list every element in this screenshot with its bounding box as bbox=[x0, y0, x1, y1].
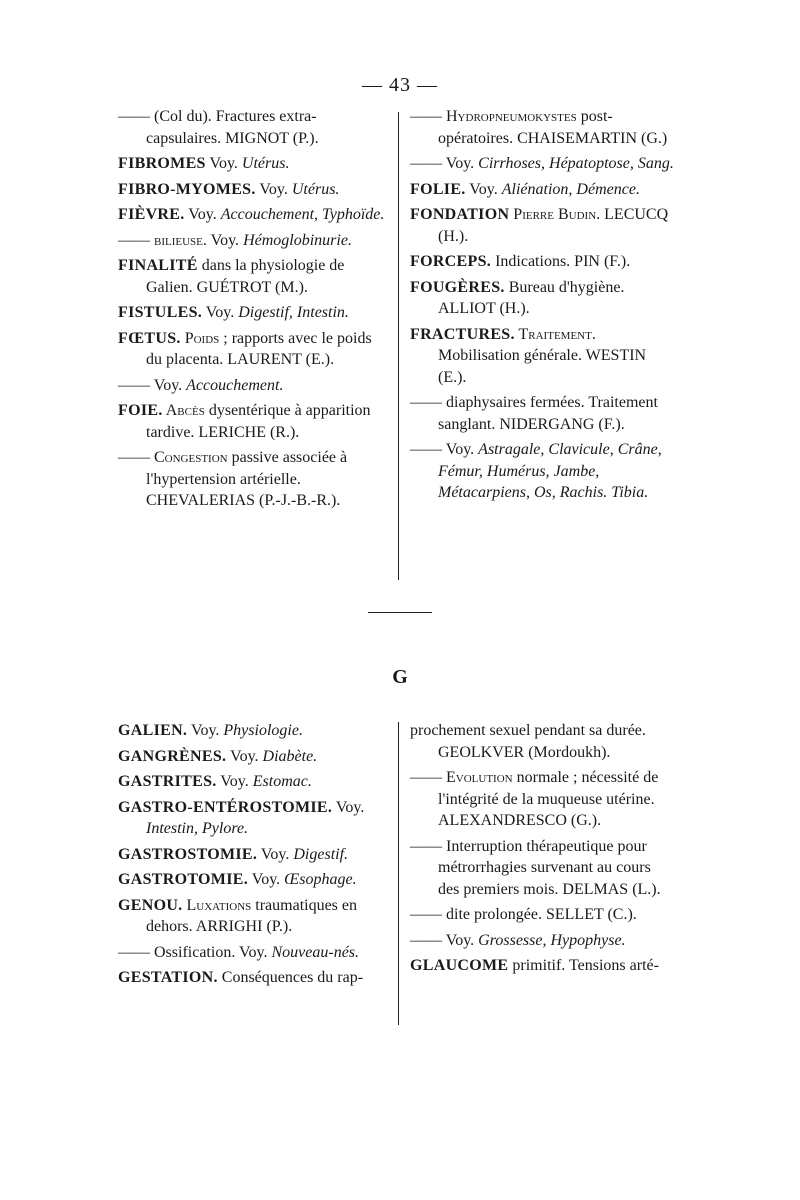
index-entry bbox=[410, 767, 676, 832]
entry-sc: Luxations bbox=[182, 896, 252, 914]
entry-head: FOLIE. bbox=[410, 180, 466, 198]
index-entry bbox=[118, 230, 390, 252]
entry-dash: —— bbox=[410, 108, 446, 125]
entry-text: Interruption thérapeutique pour métrorrhagies survenant au cours des premiers mois. DELMAS (L.). bbox=[438, 837, 661, 898]
index-column-left-bottom bbox=[118, 720, 390, 993]
index-entry bbox=[118, 375, 390, 397]
entry-head: FINALITÉ bbox=[118, 257, 198, 274]
entry-text: Voy. bbox=[153, 376, 187, 394]
index-entry bbox=[118, 720, 390, 742]
entry-dash: —— bbox=[410, 441, 446, 458]
index-column-left-top bbox=[118, 106, 390, 516]
entry-text: Voy. bbox=[248, 871, 285, 888]
entry-text: Ossification. Voy. bbox=[154, 943, 272, 961]
entry-head: FOIE. bbox=[118, 402, 163, 419]
entry-head: GALIEN. bbox=[118, 722, 188, 739]
entry-dash: —— bbox=[118, 231, 154, 249]
entry-text: Voy. bbox=[465, 180, 502, 198]
index-entry bbox=[410, 720, 676, 763]
entry-text: Voy. bbox=[187, 722, 224, 739]
entry-text: traumatiques en dehors. ARRIGHI (P.). bbox=[146, 896, 358, 935]
index-entry bbox=[118, 302, 390, 324]
entry-head: FIBRO-MYOMES. bbox=[118, 180, 256, 198]
entry-sc: Congestion bbox=[154, 449, 228, 466]
entry-sc: Poids bbox=[180, 329, 220, 347]
index-entry bbox=[118, 967, 390, 989]
entry-head: FŒTUS. bbox=[118, 329, 181, 347]
entry-head: GENOU. bbox=[118, 896, 183, 914]
index-entry bbox=[118, 328, 390, 371]
entry-text: ; rapports avec le poids du placenta. LAURENT (E.). bbox=[146, 329, 372, 368]
index-entry bbox=[410, 836, 676, 901]
index-entry bbox=[410, 324, 676, 389]
index-entry bbox=[410, 251, 676, 273]
entry-text: Conséquences du rap- bbox=[217, 969, 364, 986]
index-entry bbox=[118, 106, 390, 149]
entry-text: Voy. bbox=[445, 931, 479, 949]
entry-dash: —— bbox=[118, 108, 154, 125]
entry-sc: Traitement. bbox=[514, 325, 596, 343]
entry-sc: Abcès bbox=[162, 402, 205, 419]
index-entry bbox=[118, 797, 390, 840]
index-entry bbox=[410, 106, 676, 149]
index-entry bbox=[118, 255, 390, 298]
page-number: — 43 — bbox=[362, 74, 438, 96]
entry-head: FOUGÈRES. bbox=[410, 278, 505, 296]
entry-text: dysentérique à apparition tardive. LERICHE (R.). bbox=[146, 402, 371, 441]
index-entry bbox=[118, 942, 390, 964]
index-entry bbox=[118, 400, 390, 443]
entry-ital: Accouchement, Typhoïde. bbox=[220, 206, 385, 223]
entry-text: passive associée à l'hypertension artérielle. CHEVALERIAS (P.-J.-B.-R.). bbox=[146, 449, 348, 509]
entry-head: GASTROSTOMIE. bbox=[118, 845, 258, 863]
section-letter: G bbox=[392, 666, 408, 688]
entry-text: Voy. bbox=[445, 441, 479, 458]
entry-text: Voy. bbox=[205, 155, 242, 172]
entry-ital: Nouveau-nés. bbox=[271, 943, 360, 961]
entry-dash: —— bbox=[410, 906, 446, 923]
entry-ital: Hémoglobinurie. bbox=[243, 231, 352, 249]
index-entry bbox=[410, 179, 676, 201]
entry-sc: Pierre Budin. bbox=[509, 206, 601, 223]
entry-text: Indications. PIN (F.). bbox=[491, 253, 631, 270]
entry-ital: Utérus. bbox=[241, 155, 290, 172]
index-entry bbox=[410, 153, 676, 175]
entry-ital: Utérus. bbox=[291, 180, 340, 198]
entry-ital: Astragale, Clavicule, Crâne, Fémur, Humérus, Jambe, Métacarpiens, Os, Rachis. Tibia. bbox=[438, 441, 662, 501]
entry-ital: Intestin, Pylore. bbox=[146, 820, 249, 837]
entry-dash: —— bbox=[410, 931, 446, 949]
entry-text: (Col du). Fractures extra-capsulaires. MIGNOT (P.). bbox=[146, 108, 319, 147]
entry-dash: —— bbox=[118, 943, 154, 961]
entry-head: GANGRÈNES. bbox=[118, 747, 227, 765]
entry-head: GASTRITES. bbox=[118, 773, 217, 790]
entry-text: Voy. bbox=[206, 231, 244, 249]
entry-head: FONDATION bbox=[410, 206, 510, 223]
entry-head: FISTULES. bbox=[118, 304, 203, 321]
entry-text: LECUCQ (H.). bbox=[438, 206, 669, 245]
entry-text: Bureau d'hygiène. ALLIOT (H.). bbox=[438, 278, 625, 317]
entry-head: GESTATION. bbox=[118, 969, 218, 986]
index-column-right-top bbox=[410, 106, 676, 508]
entry-ital: Grossesse, Hypophyse. bbox=[478, 931, 626, 949]
column-divider bbox=[398, 112, 399, 580]
entry-sc: Hydropneumokystes bbox=[446, 108, 577, 125]
entry-text: Mobilisation générale. WESTIN (E.). bbox=[438, 347, 647, 386]
entry-head: FORCEPS. bbox=[410, 253, 492, 270]
entry-text: dans la physiologie de Galien. GUÉTROT (M.). bbox=[146, 257, 345, 296]
entry-text: Voy. bbox=[332, 798, 365, 816]
entry-ital: Estomac. bbox=[252, 773, 312, 790]
entry-dash: —— bbox=[410, 837, 446, 855]
index-entry bbox=[118, 447, 390, 512]
index-entry bbox=[410, 204, 676, 247]
entry-ital: Aliénation, Démence. bbox=[501, 180, 640, 198]
entry-text: post-opératoires. CHAISEMARTIN (G.) bbox=[438, 108, 668, 147]
entry-head: GLAUCOME bbox=[410, 957, 509, 974]
entry-text: prochement sexuel pendant sa durée. GEOLKVER (Mordoukh). bbox=[410, 722, 646, 761]
index-entry bbox=[118, 895, 390, 938]
index-column-right-bottom bbox=[410, 720, 676, 981]
entry-text: Voy. bbox=[226, 747, 263, 765]
entry-ital: Physiologie. bbox=[223, 722, 303, 739]
index-entry bbox=[118, 746, 390, 768]
entry-text: Voy. bbox=[257, 845, 294, 863]
entry-head: FRACTURES. bbox=[410, 325, 515, 343]
entry-ital: Digestif. bbox=[293, 845, 349, 863]
entry-head: FIBROMES bbox=[118, 155, 206, 172]
entry-dash: —— bbox=[118, 376, 154, 394]
index-entry bbox=[410, 930, 676, 952]
index-entry bbox=[118, 771, 390, 793]
entry-head: GASTRO-ENTÉROSTOMIE. bbox=[118, 798, 333, 816]
entry-text: Voy. bbox=[255, 180, 292, 198]
entry-ital: Accouchement. bbox=[186, 376, 284, 394]
entry-text: Voy. bbox=[445, 155, 479, 172]
entry-dash: —— bbox=[410, 155, 446, 172]
entry-ital: Cirrhoses, Hépatoptose, Sang. bbox=[478, 155, 674, 172]
entry-text: normale ; nécessité de l'intégrité de la muqueuse utérine. ALEXANDRESCO (G.). bbox=[438, 769, 659, 829]
entry-dash: —— bbox=[118, 449, 154, 466]
entry-ital: Digestif, Intestin. bbox=[238, 304, 349, 321]
index-entry bbox=[118, 204, 390, 226]
entry-head: GASTROTOMIE. bbox=[118, 871, 248, 888]
entry-text: Voy. bbox=[216, 773, 253, 790]
entry-head: FIÈVRE. bbox=[118, 206, 185, 223]
index-entry bbox=[118, 869, 390, 891]
index-entry bbox=[410, 904, 676, 926]
index-entry bbox=[118, 153, 390, 175]
entry-ital: Diabète. bbox=[262, 747, 318, 765]
entry-text: Voy. bbox=[202, 304, 239, 321]
index-entry bbox=[410, 955, 676, 977]
index-entry bbox=[118, 844, 390, 866]
entry-text: Voy. bbox=[184, 206, 221, 223]
entry-dash: —— bbox=[410, 769, 446, 786]
index-entry bbox=[410, 277, 676, 320]
index-entry bbox=[118, 179, 390, 201]
index-entry bbox=[410, 439, 676, 504]
entry-text: dite prolongée. SELLET (C.). bbox=[446, 906, 637, 923]
entry-dash: —— bbox=[410, 394, 446, 411]
entry-ital: Œsophage. bbox=[284, 871, 357, 888]
entry-sc: Evolution bbox=[446, 769, 513, 786]
entry-sc: bilieuse. bbox=[154, 231, 207, 249]
index-entry bbox=[410, 392, 676, 435]
entry-text: primitif. Tensions arté- bbox=[508, 957, 659, 974]
column-divider bbox=[398, 722, 399, 1025]
section-separator bbox=[368, 612, 432, 613]
entry-text: diaphysaires fermées. Traitement sanglant. NIDERGANG (F.). bbox=[438, 394, 658, 433]
